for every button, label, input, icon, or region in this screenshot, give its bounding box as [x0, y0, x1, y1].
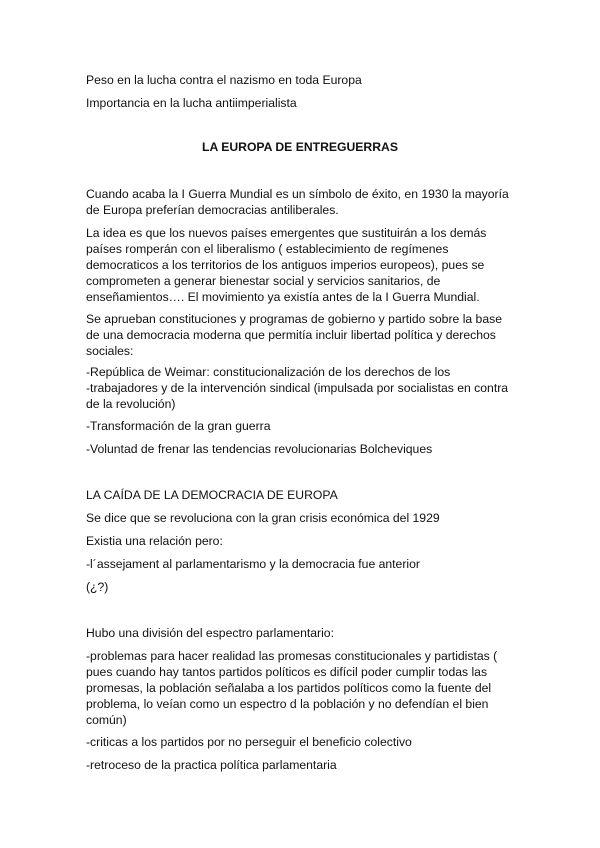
paragraph-line: -l´assejament al parlamentarismo y la democracia fue anterior — [86, 557, 420, 571]
list-item-line: común) — [86, 713, 127, 727]
list-item: -Transformación de la gran guerra — [86, 419, 271, 433]
list-item: -Voluntad de frenar las tendencias revolucionarias Bolcheviques — [86, 442, 433, 456]
paragraph-line: Cuando acaba la I Guerra Mundial es un símbolo de éxito, en 1930 la mayoría — [86, 187, 509, 201]
list-item-line: -trabajadores y de la intervención sindical (impulsada por socialistas en contra — [86, 381, 509, 395]
paragraph-line: Existia una relación pero: — [86, 534, 223, 548]
list-item-line: -problemas para hacer realidad las promesas constitucionales y partidistas ( — [86, 649, 498, 663]
paragraph-line: de una democracia moderna que permitía incluir libertad política y derechos — [86, 328, 496, 342]
list-item-line: pues cuando hay tantos partidos políticos es difícil poder cumplir todas las — [86, 665, 488, 679]
paragraph-line: Se aprueban constituciones y programas de gobierno y partido sobre la base — [86, 312, 502, 326]
list-item: -criticas a los partidos por no perseguir el beneficio colectivo — [86, 735, 412, 749]
paragraph-line: democraticos a los territorios de los antiguos imperios europeos), pues se — [86, 258, 485, 272]
intro-line-1: Peso en la lucha contra el nazismo en toda Europa — [86, 73, 362, 87]
section-title-caida: LA CAÍDA DE LA DEMOCRACIA DE EUROPA — [86, 488, 338, 502]
list-item: -retroceso de la practica política parlamentaria — [86, 758, 337, 772]
paragraph-line: sociales: — [86, 344, 134, 358]
paragraph-line: (¿?) — [86, 580, 109, 594]
paragraph-line: países romperán con el liberalismo ( establecimiento de regímenes — [86, 242, 449, 256]
list-item-line: problema, lo veían como un espectro d la población y no defendían el bien — [86, 697, 489, 711]
paragraph-line: Hubo una división del espectro parlamentario: — [86, 626, 334, 640]
list-item-line: de la revolución) — [86, 397, 176, 411]
section-title-entreguerras: LA EUROPA DE ENTREGUERRAS — [202, 140, 398, 154]
paragraph-line: comprometen a generar bienestar social y servicios sanitarios, de — [86, 274, 441, 288]
list-item-line: -República de Weimar: constitucionalización de los derechos de los — [86, 365, 451, 379]
paragraph-line: La idea es que los nuevos países emergentes que sustituirán a los demás — [86, 226, 487, 240]
paragraph-line: Se dice que se revoluciona con la gran crisis económica del 1929 — [86, 511, 440, 525]
intro-line-2: Importancia en la lucha antiimperialista — [86, 96, 297, 110]
paragraph-line: enseñamientos…. El movimiento ya existía antes de la I Guerra Mundial. — [86, 290, 480, 304]
list-item-line: promesas, la población señalaba a los partidos políticos como la fuente del — [86, 681, 492, 695]
paragraph-line: de Europa preferían democracias antiliberales. — [86, 203, 339, 217]
